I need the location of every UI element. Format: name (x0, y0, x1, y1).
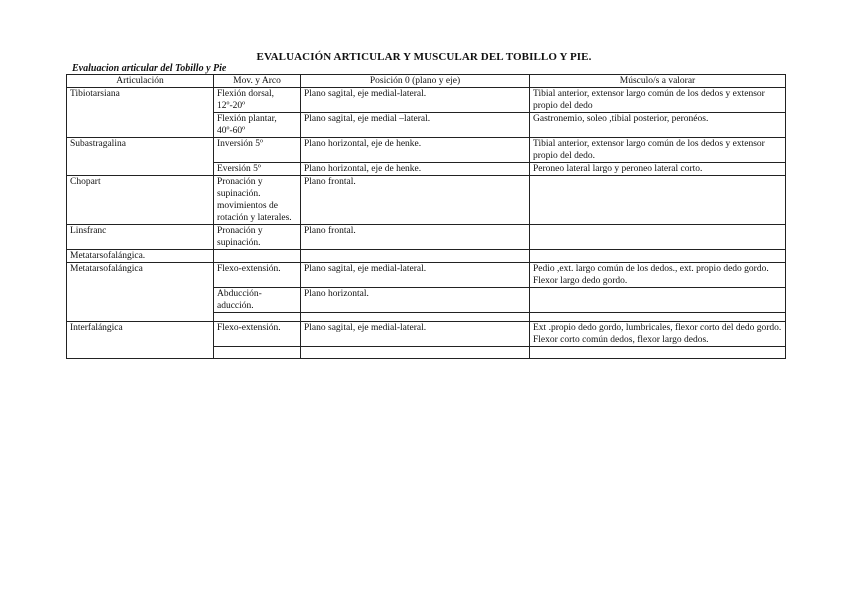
position-cell: Plano frontal. (301, 225, 530, 250)
muscles-cell: Tibial anterior, extensor largo común de los dedos y extensor propio del dedo (530, 88, 786, 113)
muscles-cell: Pedio ,ext. largo común de los dedos., ext. propio dedo gordo. Flexor largo dedo gordo. (530, 263, 786, 288)
joint-cell: Subastragalina (67, 138, 214, 176)
position-cell: Plano sagital, eje medial-lateral. (301, 88, 530, 113)
muscles-cell: Ext .propio dedo gordo, lumbricales, flexor corto del dedo gordo. Flexor corto común dedos, flexor largo dedos. (530, 322, 786, 347)
movement-cell: Abducción-aducción. (214, 288, 301, 313)
position-cell: Plano frontal. (301, 176, 530, 225)
movement-cell (214, 250, 301, 263)
muscles-cell: Peroneo lateral largo y peroneo lateral corto. (530, 163, 786, 176)
muscles-cell (530, 288, 786, 313)
muscles-cell (530, 250, 786, 263)
position-cell: Plano sagital, eje medial-lateral. (301, 322, 530, 347)
movement-cell (214, 313, 301, 322)
position-cell (301, 250, 530, 263)
movement-cell: Pronación y supinación. (214, 225, 301, 250)
joint-cell: Chopart (67, 176, 214, 225)
joint-cell: Linsfranc (67, 225, 214, 250)
movement-cell: Flexo-extensión. (214, 263, 301, 288)
movement-cell: Flexión plantar, 40º-60º (214, 113, 301, 138)
position-cell: Plano horizontal, eje de henke. (301, 163, 530, 176)
table-row (67, 263, 786, 288)
header-movimiento: Mov. y Arco (214, 75, 301, 88)
position-cell (301, 347, 530, 359)
header-articulacion: Articulación (67, 75, 214, 88)
joint-cell: Metatarsofalángica (67, 263, 214, 322)
position-cell: Plano horizontal. (301, 288, 530, 313)
table-row (67, 88, 786, 113)
evaluation-table (66, 74, 786, 359)
table-row (67, 250, 786, 263)
muscles-cell (530, 225, 786, 250)
header-posicion: Posición 0 (plano y eje) (301, 75, 530, 88)
movement-cell: Pronación y supinación. movimientos de rotación y laterales. (214, 176, 301, 225)
joint-cell: Tibiotarsiana (67, 88, 214, 138)
table-row (67, 322, 786, 347)
movement-cell: Inversión 5º (214, 138, 301, 163)
movement-cell: Eversión 5º (214, 163, 301, 176)
table-row (67, 176, 786, 225)
header-musculos: Músculo/s a valorar (530, 75, 786, 88)
movement-cell: Flexo-extensión. (214, 322, 301, 347)
movement-cell: Flexión dorsal, 12º-20º (214, 88, 301, 113)
table-header-row (67, 75, 786, 88)
joint-cell: Interfalángica (67, 322, 214, 359)
page-title: EVALUACIÓN ARTICULAR Y MUSCULAR DEL TOBILLO Y PIE. (256, 51, 592, 63)
position-cell: Plano sagital, eje medial-lateral. (301, 263, 530, 288)
muscles-cell (530, 347, 786, 359)
muscles-cell: Tibial anterior, extensor largo común de los dedos y extensor propio del dedo. (530, 138, 786, 163)
muscles-cell: Gastronemio, soleo ,tibial posterior, peronéos. (530, 113, 786, 138)
position-cell: Plano horizontal, eje de henke. (301, 138, 530, 163)
table-row (67, 138, 786, 163)
table-row (67, 225, 786, 250)
position-cell (301, 313, 530, 322)
muscles-cell (530, 176, 786, 225)
joint-cell: Metatarsofalángica. (67, 250, 214, 263)
position-cell: Plano sagital, eje medial –lateral. (301, 113, 530, 138)
muscles-cell (530, 313, 786, 322)
section-subtitle: Evaluacion articular del Tobillo y Pie (72, 63, 227, 74)
movement-cell (214, 347, 301, 359)
